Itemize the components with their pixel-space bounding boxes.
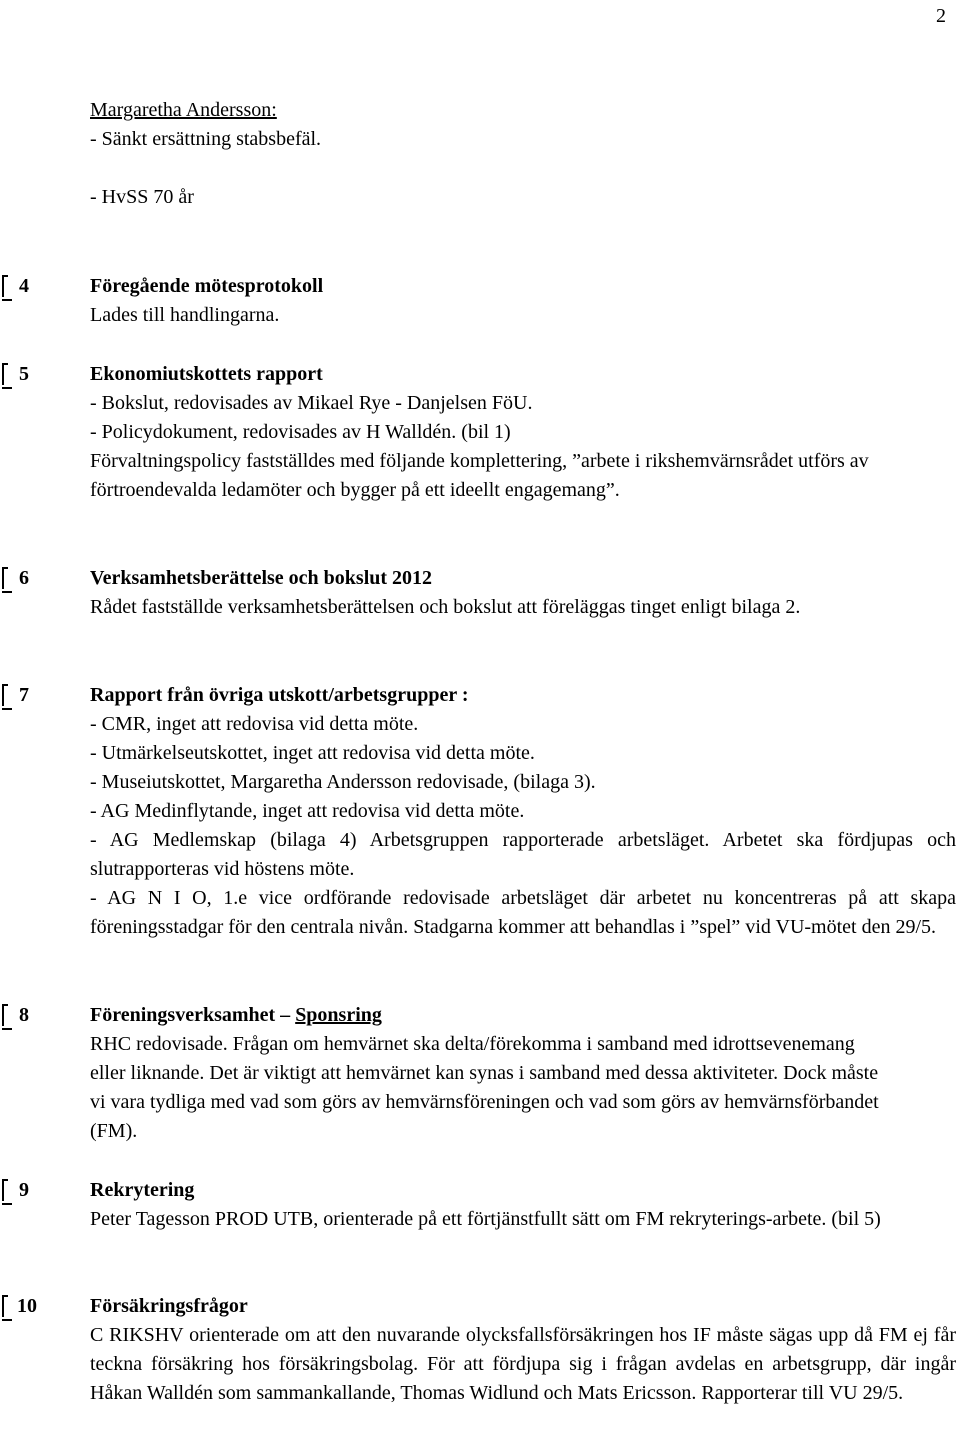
section-heading: Föregående mötesprotokoll [90, 275, 324, 297]
section-marker [2, 275, 8, 297]
section-line: - Policydokument, redovisades av H Walldén. (bil 1) [90, 421, 511, 443]
section-number: 5 [19, 363, 29, 385]
speaker-name: Margaretha Andersson: [90, 99, 277, 121]
section-heading: Ekonomiutskottets rapport [90, 363, 323, 385]
section-paragraph: - AG Medlemskap (bilaga 4) Arbetsgruppen rapporterade arbetsläget. Arbetet ska fördjupas och slutrapporteras vid höstens möte. [90, 829, 956, 880]
underlined-word: Sponsring [295, 1004, 382, 1026]
section-number: 8 [19, 1004, 29, 1026]
section-number: 9 [19, 1179, 29, 1201]
section-line: - CMR, inget att redovisa vid detta möte. [90, 713, 419, 735]
section-line: - Utmärkelseutskottet, inget att redovisa vid detta möte. [90, 742, 535, 764]
section-paragraph: Peter Tagesson PROD UTB, orienterade på ett förtjänstfullt sätt om FM rekryterings-arbete. (bil 5) [90, 1208, 881, 1230]
section-paragraph: C RIKSHV orienterade om att den nuvarande olycksfallsförsäkringen hos IF måste sägas upp då FM ej får teckna försäkring hos försäkringsbolag. För att fördjupa sig i frågan avdelas en arbetsgrupp, där ingår Håkan Walldén som sammankallande, Thomas Widlund och Mats Ericsson. Rapporterar till VU 29/5. [90, 1324, 956, 1404]
section-number: 4 [19, 275, 29, 297]
section-line: - Museiutskottet, Margaretha Andersson redovisade, (bilaga 3). [90, 771, 596, 793]
section-heading: Rapport från övriga utskott/arbetsgrupper : [90, 684, 469, 706]
section-marker [2, 1004, 8, 1026]
section-line: - Bokslut, redovisades av Mikael Rye - Danjelsen FöU. [90, 392, 533, 414]
section-number: 6 [19, 567, 29, 589]
section-number: 10 [17, 1295, 37, 1317]
intro-block [90, 96, 956, 212]
intro-line: - Sänkt ersättning stabsbefäl. [90, 128, 322, 150]
section-line: - AG Medinflytande, inget att redovisa vid detta möte. [90, 800, 525, 822]
section-paragraph: Förvaltningspolicy fastställdes med följande komplettering, ”arbete i rikshemvärnsrådet utförs av förtroendevalda ledamöter och bygger på ett ideellt engagemang”. [90, 450, 869, 501]
section-marker [2, 1295, 8, 1317]
section-paragraph: RHC redovisade. Frågan om hemvärnet ska delta/förekomma i samband med idrottsevenemang eller liknande. Det är viktigt att hemvärnet kan synas i samband med dessa aktiviteter. Dock måste vi vara tydliga med vad som görs av hemvärnsföreningen och vad som görs av hemvärnsförbandet (FM). [90, 1033, 879, 1142]
section-heading: Verksamhetsberättelse och bokslut 2012 [90, 567, 433, 589]
section-marker [2, 684, 8, 706]
section-line: Lades till handlingarna. [90, 304, 280, 326]
section-paragraph: Rådet fastställde verksamhetsberättelsen och bokslut att föreläggas tinget enligt bilaga 2. [90, 596, 801, 618]
section-number: 7 [19, 684, 29, 706]
intro-line: - HvSS 70 år [90, 186, 194, 208]
section-heading: Rekrytering [90, 1179, 195, 1201]
section-heading: Försäkringsfrågor [90, 1295, 248, 1317]
section-paragraph: - AG N I O, 1.e vice ordförande redovisade arbetsläget där arbetet nu koncentreras på att skapa föreningsstadgar för den centrala nivån. Stadgarna kommer att behandlas i ”spel” vid VU-mötet den 29/5. [90, 887, 956, 938]
section-heading: Föreningsverksamhet – Sponsring [90, 1004, 382, 1026]
section-marker [2, 567, 8, 589]
section-marker [2, 1179, 8, 1201]
page-number: 2 [936, 5, 946, 27]
section-marker [2, 363, 8, 385]
